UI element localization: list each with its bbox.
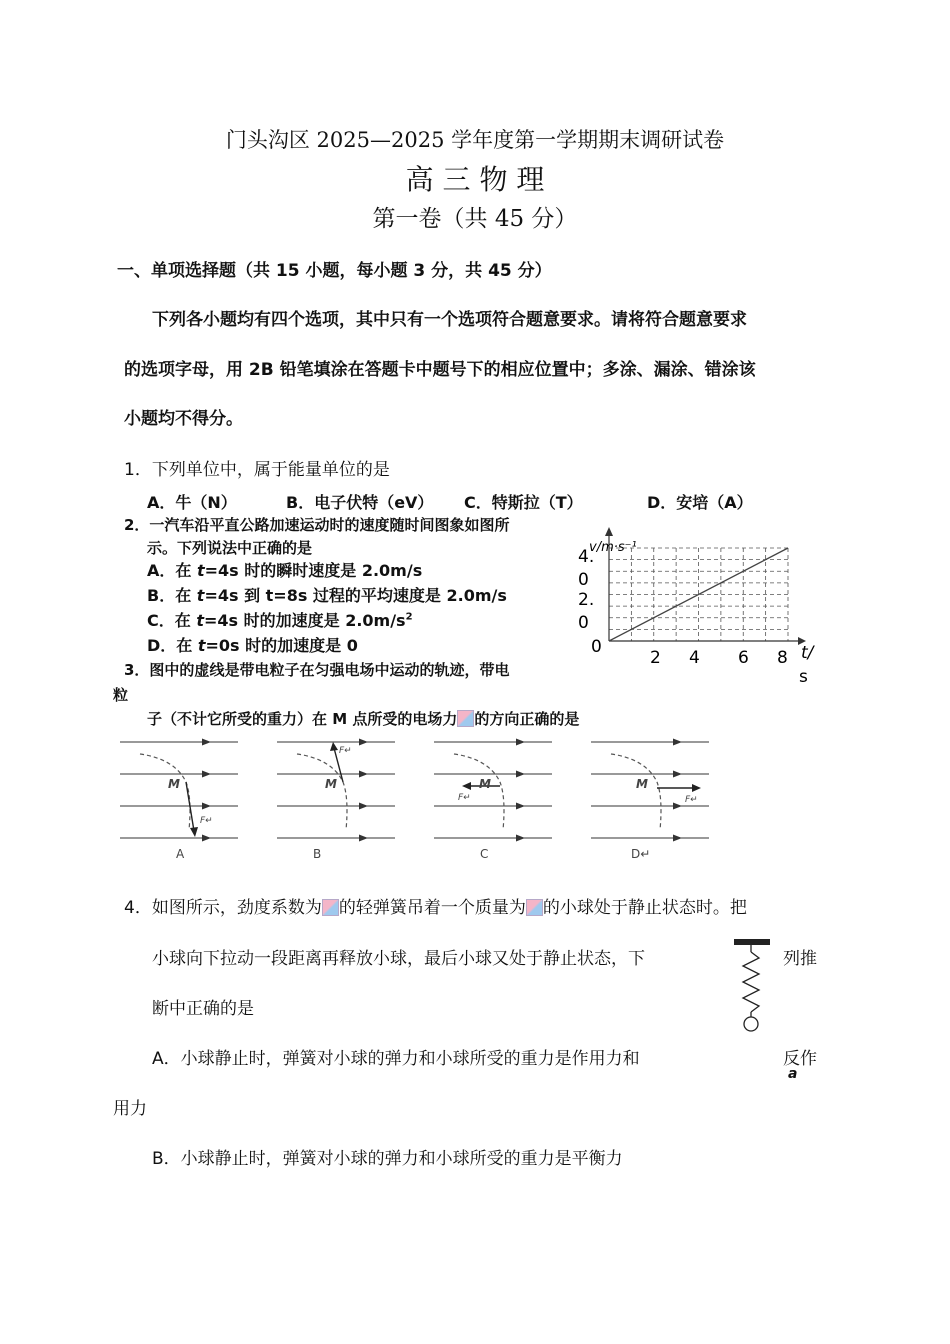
ceiling-support — [734, 939, 770, 945]
figure-label-a: a — [788, 1066, 798, 1082]
force-arrow-head-icon — [190, 827, 198, 837]
instructions-line-1: 下列各小题均有四个选项，其中只有一个选项符合题意要求。请将符合题意要求 — [152, 310, 747, 330]
q1-option-b: B．电子伏特（eV） — [286, 493, 434, 512]
q4-line-3: 断中正确的是 — [152, 999, 254, 1019]
figure-b-label: B — [313, 847, 322, 861]
formula-image-icon — [526, 899, 543, 916]
force-arrow-head-icon — [692, 784, 701, 792]
figure-c-label: C — [480, 847, 489, 861]
trajectory — [454, 754, 504, 830]
q3-stem-line-2: 粒 — [113, 686, 129, 704]
field-arrow-icon — [516, 739, 525, 746]
formula-image-icon — [457, 710, 474, 727]
force-arrow-head-icon — [462, 782, 471, 790]
field-arrow-icon — [359, 771, 368, 778]
spring-coil — [743, 952, 759, 1012]
point-m-label: M — [636, 777, 648, 791]
q4-option-a-part-1: A．小球静止时，弹簧对小球的弹力和小球所受的重力是作用力和 — [152, 1049, 640, 1069]
figure-a-label: A — [176, 847, 185, 861]
x-tick-6: 6 — [738, 648, 749, 668]
q1-option-a: A．牛（N） — [147, 493, 237, 512]
q4-option-a-part-2: 反作 — [783, 1049, 817, 1069]
origin-label: 0 — [591, 637, 602, 657]
force-label: F↵ — [339, 746, 352, 756]
field-arrow-icon — [673, 803, 682, 810]
ball — [744, 1017, 758, 1031]
q3-stem-line-1: 3．图中的虚线是带电粒子在匀强电场中运动的轨迹，带电 — [124, 661, 510, 679]
field-arrow-icon — [516, 803, 525, 810]
x-tick-2: 2 — [650, 648, 661, 668]
force-label: F↵ — [458, 793, 471, 803]
q4-line-1: 4．如图所示，劲度系数为 的轻弹簧吊着一个质量为 的小球处于静止状态时。把 — [124, 898, 747, 918]
q3-stem-line-3: 子（不计它所受的重力）在 M 点所受的电场力 的方向正确的是 — [147, 710, 580, 728]
subject-title: 高 三 物 理 — [405, 163, 545, 196]
x-axis-label-part-2: s — [799, 667, 808, 687]
velocity-time-chart — [570, 522, 830, 692]
figure-d — [591, 739, 709, 862]
field-arrow-icon — [202, 835, 211, 842]
figure-c — [434, 739, 552, 862]
q4-option-b: B．小球静止时，弹簧对小球的弹力和小球所受的重力是平衡力 — [152, 1149, 623, 1169]
volume-title: 第一卷（共 45 分） — [372, 206, 578, 232]
field-arrow-icon — [202, 739, 211, 746]
field-arrow-icon — [359, 803, 368, 810]
q1-option-d: D．安培（A） — [647, 493, 753, 512]
q4-option-a-part-3: 用力 — [113, 1099, 147, 1119]
q4-line-2b: 列推 — [783, 949, 817, 969]
field-arrow-icon — [673, 835, 682, 842]
q2-option-d: D．在 t=0s 时的加速度是 0 — [147, 636, 358, 655]
instructions-line-2: 的选项字母，用 2B 铅笔填涂在答题卡中题号下的相应位置中；多涂、漏涂、错涂该 — [124, 360, 756, 380]
field-arrow-icon — [673, 739, 682, 746]
q2-stem-line-2: 示。下列说法中正确的是 — [147, 539, 313, 557]
trajectory — [611, 754, 661, 830]
field-arrow-icon — [202, 803, 211, 810]
force-label: F↵ — [685, 795, 698, 805]
field-diagrams — [110, 734, 730, 864]
field-arrow-icon — [359, 739, 368, 746]
q2-option-b: B．在 t=4s 到 t=8s 过程的平均速度是 2.0m/s — [147, 586, 507, 605]
q4-line-2a: 小球向下拉动一段距离再释放小球，最后小球又处于静止状态，下 — [152, 949, 645, 969]
q2-option-a: A．在 t=4s 时的瞬时速度是 2.0m/s — [147, 561, 423, 580]
trajectory — [297, 754, 347, 830]
y-tick-2-part-1: 2. — [578, 590, 595, 610]
trajectory — [140, 754, 190, 830]
field-arrow-icon — [359, 835, 368, 842]
exam-title: 门头沟区 2025—2025 学年度第一学期期末调研试卷 — [225, 128, 725, 152]
x-tick-8: 8 — [777, 648, 788, 668]
y-tick-4-part-2: 0 — [578, 570, 589, 590]
q2-option-c: C．在 t=4s 时的加速度是 $2.0m/s^2$ — [147, 611, 413, 630]
figure-b — [277, 739, 395, 862]
x-axis-label-part-1: t/ — [801, 643, 814, 663]
figure-d-label: D↵ — [631, 847, 651, 861]
field-arrow-icon — [202, 771, 211, 778]
y-axis-arrow-icon — [605, 527, 613, 536]
q1-stem: 1．下列单位中，属于能量单位的是 — [124, 460, 390, 480]
section-title: 一、单项选择题（共 15 小题，每小题 3 分，共 45 分） — [117, 261, 552, 281]
spring-figure — [726, 936, 778, 1036]
y-tick-4-part-1: 4. — [578, 547, 595, 567]
formula-image-icon — [322, 899, 339, 916]
field-arrow-icon — [516, 771, 525, 778]
x-tick-4: 4 — [689, 648, 700, 668]
y-tick-2-part-2: 0 — [578, 613, 589, 633]
force-arrow-head-icon — [330, 742, 338, 751]
instructions-line-3: 小题均不得分。 — [124, 409, 243, 429]
field-arrow-icon — [516, 835, 525, 842]
point-m-label: M — [479, 777, 491, 791]
force-label: F↵ — [200, 816, 213, 826]
point-m-label: M — [325, 777, 337, 791]
q2-stem-line-1: 2．一汽车沿平直公路加速运动时的速度随时间图象如图所 — [124, 516, 510, 534]
q1-option-c: C．特斯拉（T） — [464, 493, 583, 512]
figure-a — [120, 739, 238, 862]
y-axis-label: v/m·s⁻¹ — [589, 540, 637, 555]
field-arrow-icon — [673, 771, 682, 778]
point-m-label: M — [168, 777, 180, 791]
